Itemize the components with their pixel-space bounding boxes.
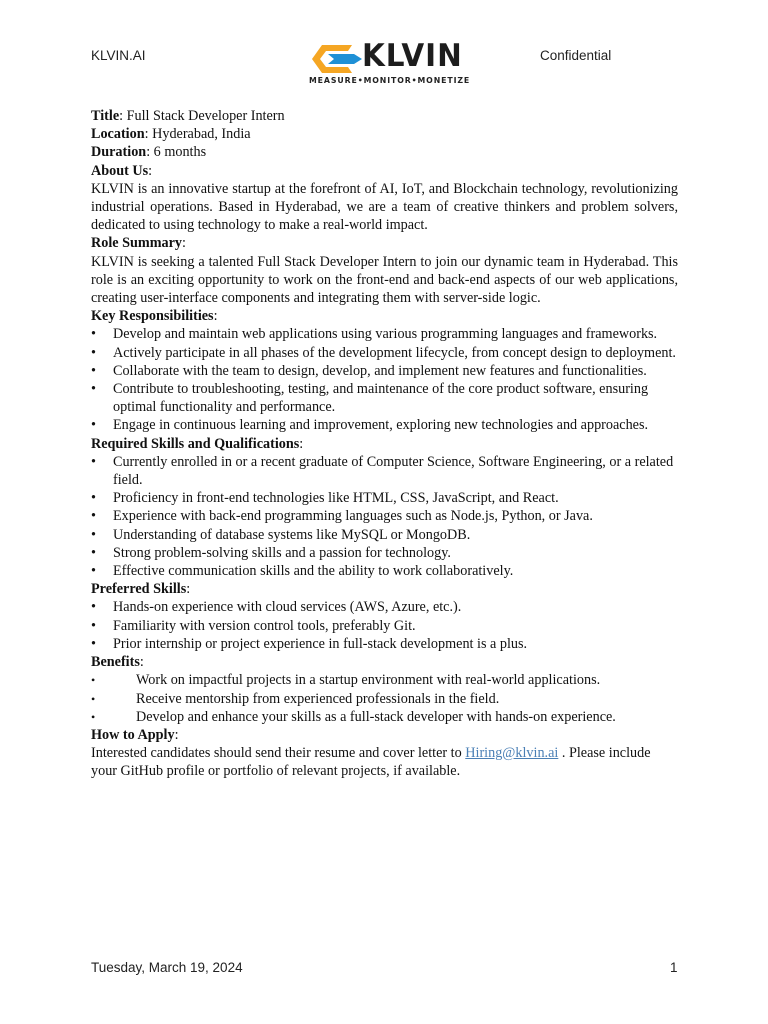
logo-wordmark: KLVIN: [362, 38, 463, 74]
list-item: • Actively participate in all phases of the development lifecycle, from concept design to deployment.: [91, 344, 678, 362]
skills-heading-colon: :: [299, 435, 304, 452]
list-item: • Develop and maintain web applications using various programming languages and frameworks.: [91, 325, 678, 343]
responsibilities-heading: [91, 307, 678, 325]
list-item: • Familiarity with version control tools, preferably Git.: [91, 617, 678, 635]
list-item: • Receive mentorship from experienced professionals in the field.: [91, 690, 678, 708]
about-heading: [91, 162, 678, 180]
role-heading-colon: :: [182, 235, 186, 252]
location-label: Location: [91, 126, 145, 143]
about-heading-text: About Us: [91, 162, 149, 179]
responsibilities-heading-text: Key Responsibilities: [91, 308, 214, 325]
hiring-email-link[interactable]: Hiring@klvin.ai: [465, 745, 559, 762]
benefits-heading-colon: :: [139, 654, 144, 671]
skills-heading-text: Required Skills and Qualifications: [91, 435, 300, 452]
duration-line: [91, 143, 678, 161]
footer-page-number: 1: [670, 960, 678, 975]
role-text: KLVIN is seeking a talented Full Stack Developer Intern to join our dynamic team in Hyderabad. This role is an exciting opportunity to work on the front-end and back-end aspects of our web applications, creating user-interface components and integrating them with server-side logic.: [91, 253, 678, 307]
benefits-heading-text: Benefits: [91, 654, 140, 671]
title-value: : Full Stack Developer Intern: [119, 108, 285, 124]
location-value: : Hyderabad, India: [144, 126, 251, 143]
responsibilities-list: [91, 325, 678, 434]
responsibilities-heading-colon: :: [213, 308, 218, 325]
klvin-logo: [306, 38, 471, 88]
logo-tagline: MEASURE•MONITOR•MONETIZE: [309, 76, 471, 85]
location-line: [91, 125, 678, 143]
skills-list: [91, 453, 678, 580]
role-heading: [91, 234, 678, 252]
apply-text-after: . Please include your GitHub profile or portfolio of relevant projects, if available.: [91, 745, 651, 780]
list-item: • Experience with back-end programming languages such as Node.js, Python, or Java.: [91, 507, 678, 525]
list-item: • Proficiency in front-end technologies like HTML, CSS, JavaScript, and React.: [91, 489, 678, 507]
role-heading-text: Role Summary: [91, 235, 183, 252]
about-text: KLVIN is an innovative startup at the forefront of AI, IoT, and Blockchain technology, revolutionizing industrial operations. Based in Hyderabad, we are a team of creative thinkers and problem solvers, dedicated to using technology to make a real-world impact.: [91, 180, 678, 234]
footer-date: Tuesday, March 19, 2024: [91, 960, 243, 975]
benefits-list: [91, 671, 678, 726]
list-item: • Currently enrolled in or a recent graduate of Computer Science, Software Engineering, or a related field.: [91, 453, 678, 489]
document-body: [91, 107, 678, 781]
apply-heading-colon: :: [174, 726, 179, 743]
benefits-heading: [91, 653, 678, 671]
list-item: • Hands-on experience with cloud services (AWS, Azure, etc.).: [91, 598, 678, 616]
list-item: • Effective communication skills and the ability to work collaboratively.: [91, 562, 678, 580]
preferred-heading-colon: :: [186, 581, 191, 598]
apply-text-before: Interested candidates should send their resume and cover letter to: [91, 745, 466, 762]
preferred-heading: [91, 580, 678, 598]
apply-heading-text: How to Apply: [91, 726, 175, 743]
list-item: • Engage in continuous learning and improvement, exploring new technologies and approaches.: [91, 416, 678, 434]
klvin-logo-mark-icon: [308, 42, 364, 76]
list-item: • Contribute to troubleshooting, testing, and maintenance of the core product software, ensuring optimal functionality and performance.: [91, 380, 678, 416]
about-heading-colon: :: [148, 162, 153, 179]
duration-value: : 6 months: [146, 144, 207, 161]
preferred-heading-text: Preferred Skills: [91, 581, 187, 598]
apply-heading: [91, 726, 678, 744]
list-item: • Strong problem-solving skills and a passion for technology.: [91, 544, 678, 562]
title-line: [91, 107, 678, 125]
apply-text: [91, 744, 678, 780]
preferred-list: [91, 598, 678, 653]
title-label: Title: [91, 108, 120, 124]
list-item: • Understanding of database systems like MySQL or MongoDB.: [91, 526, 678, 544]
list-item: • Work on impactful projects in a startup environment with real-world applications.: [91, 671, 678, 689]
header-confidential: Confidential: [540, 48, 612, 63]
duration-label: Duration: [91, 144, 147, 161]
list-item: • Collaborate with the team to design, develop, and implement new features and functionalities.: [91, 362, 678, 380]
header-company-name: KLVIN.AI: [91, 48, 146, 63]
list-item: • Develop and enhance your skills as a full-stack developer with hands-on experience.: [91, 708, 678, 726]
skills-heading: [91, 435, 678, 453]
list-item: • Prior internship or project experience in full-stack development is a plus.: [91, 635, 678, 653]
